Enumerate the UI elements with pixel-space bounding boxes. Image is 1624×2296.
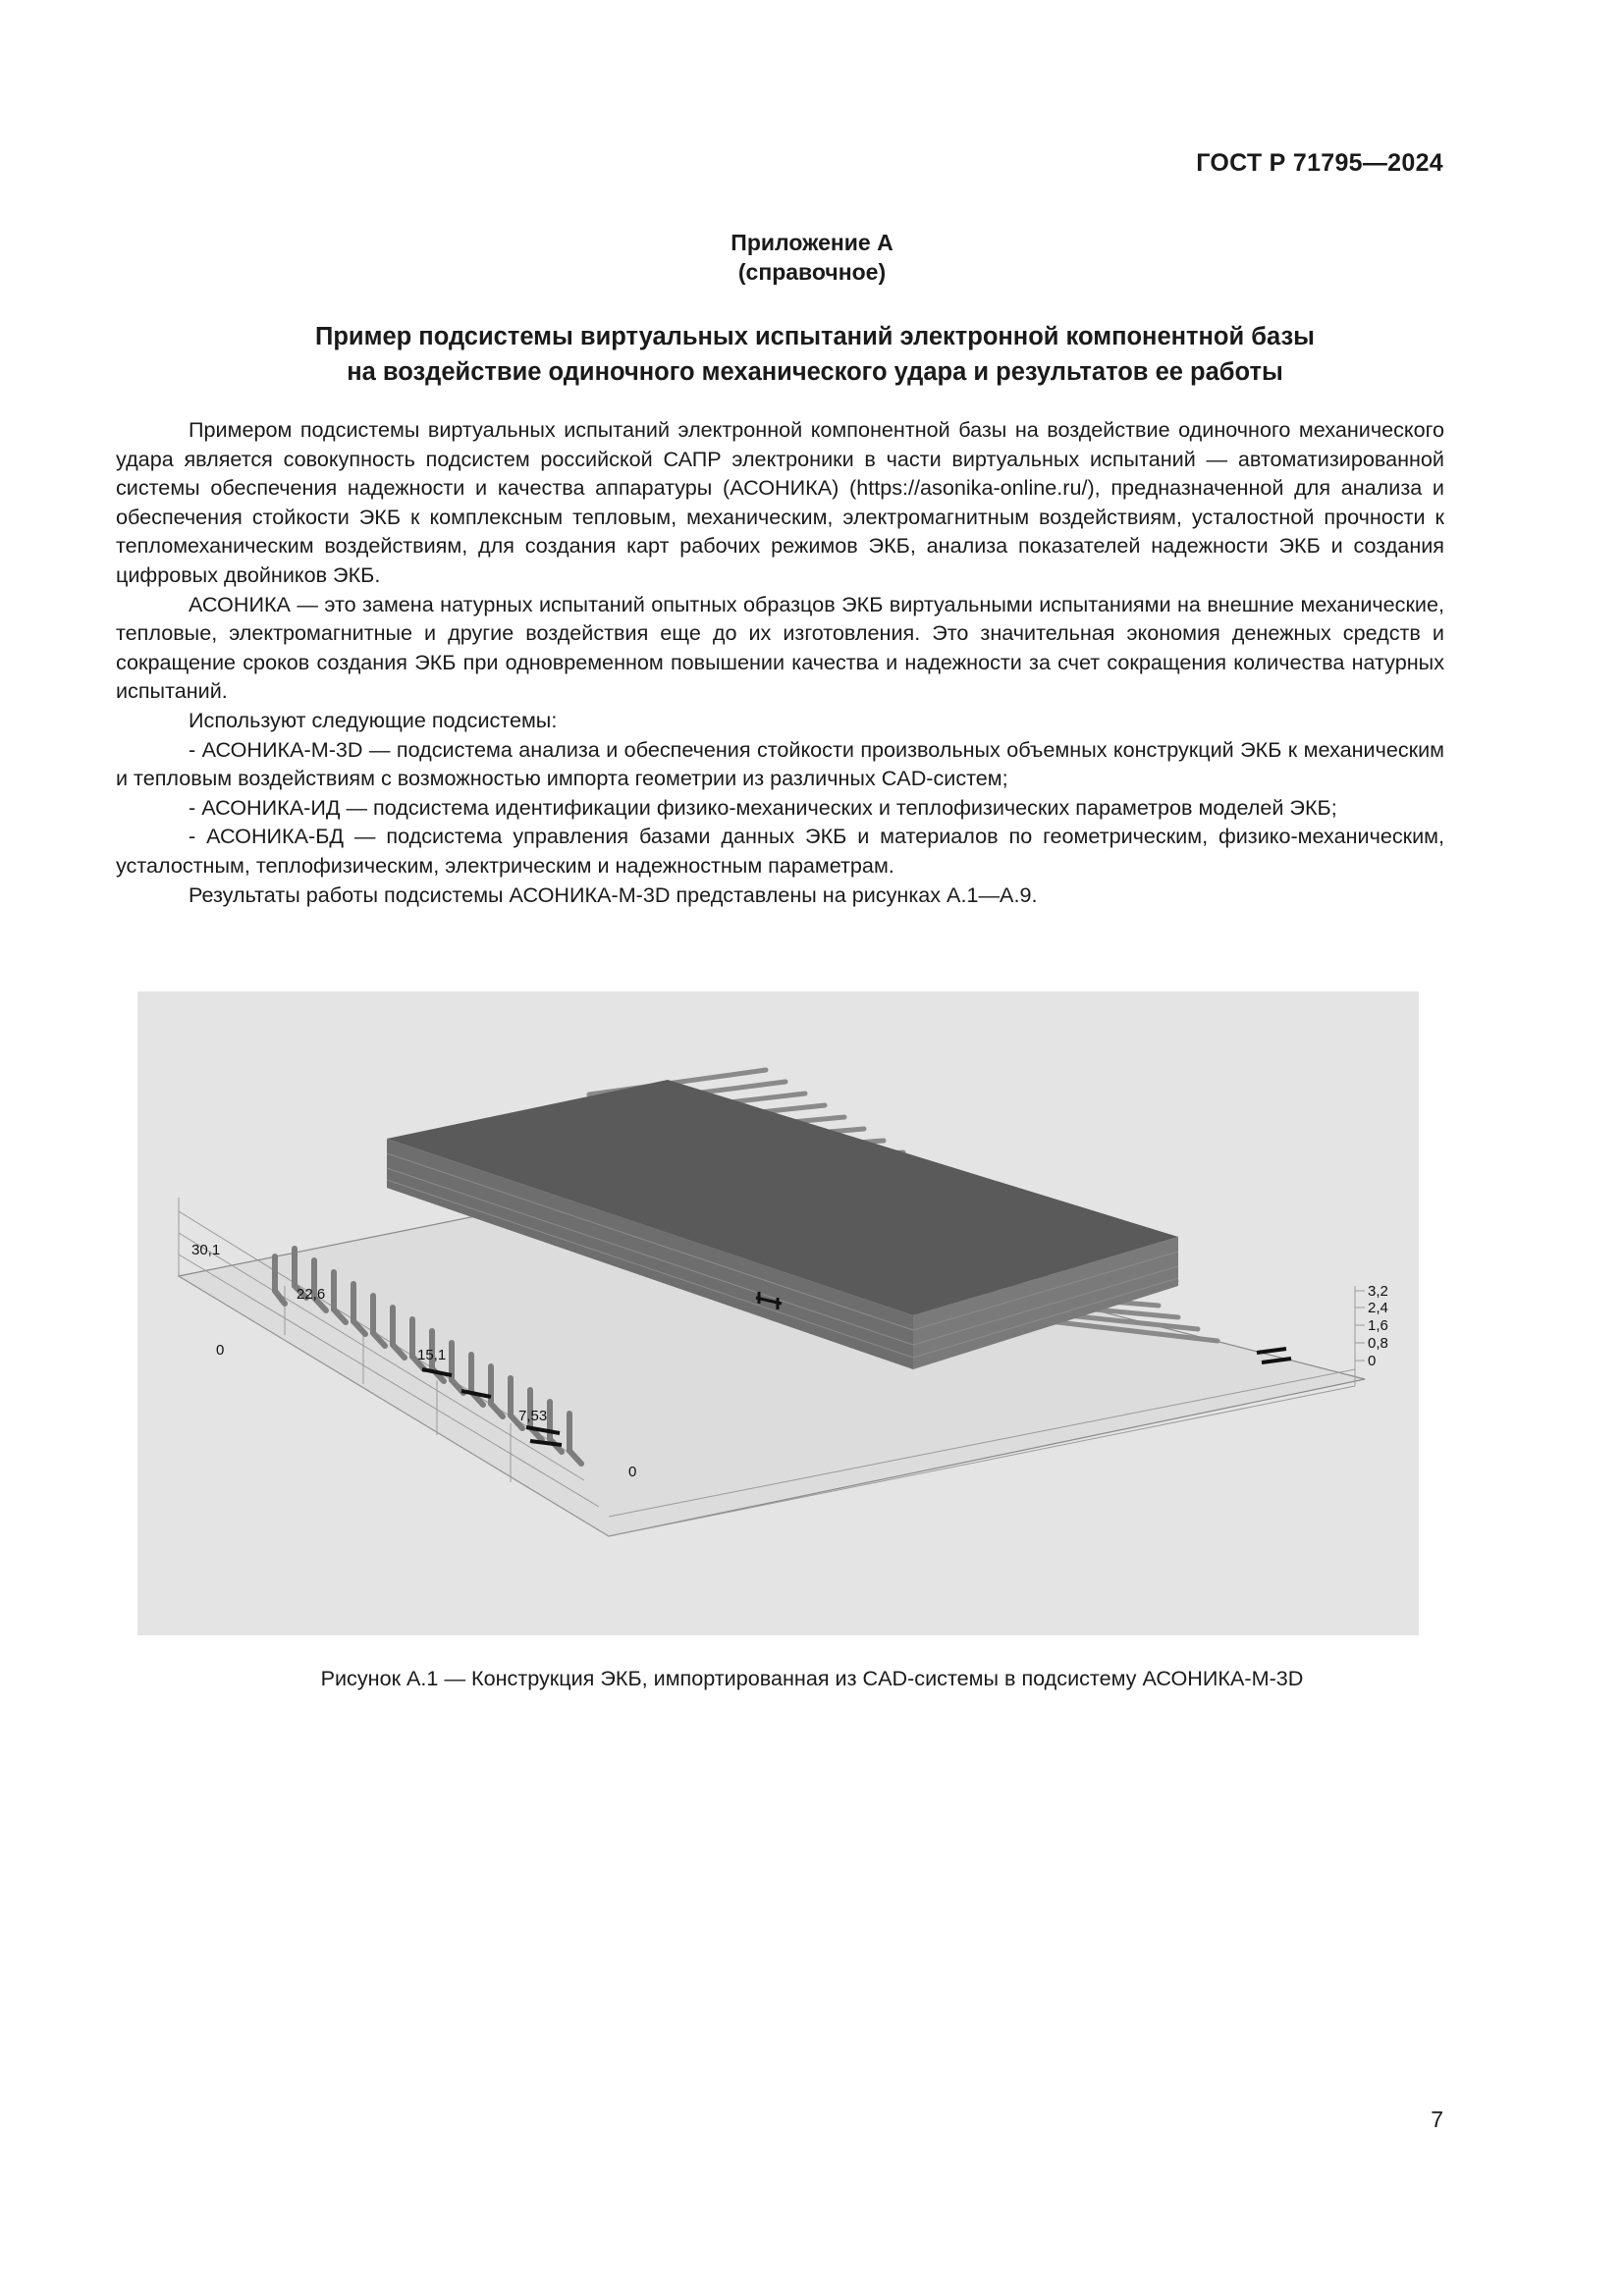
axis-label-right: 3,2 — [1368, 1283, 1388, 1300]
axis-label-left: 0 — [628, 1464, 637, 1480]
paragraph: Используют следующие подсистемы: — [189, 707, 558, 732]
axis-label-right: 0 — [1368, 1353, 1377, 1369]
ekb-3d-model-image — [137, 991, 1419, 1635]
axis-label-left: 7,53 — [518, 1408, 548, 1424]
axis-label-left: 22,6 — [297, 1286, 326, 1303]
axis-label-right: 0,8 — [1368, 1335, 1388, 1352]
figure-caption: Рисунок А.1 — Конструкция ЭКБ, импортированная из CAD-системы в подсистему АСОНИКА-М-3D — [320, 1666, 1304, 1690]
annex-status: (справочное) — [737, 259, 887, 285]
axis-label-right: 1,6 — [1368, 1317, 1388, 1334]
axis-label-left: 15,1 — [417, 1347, 447, 1363]
annex-title-line-1: Пример подсистемы виртуальных испытаний электронной компонентной базы — [315, 323, 1315, 350]
annex-heading — [0, 228, 1624, 287]
paragraph: АСОНИКА — это замена натурных испытаний опытных образцов ЭКБ виртуальными испытаниями на внешние механические, тепловые, электромагнитные и другие воздействия еще до их изготовления. Это значительная экономия денежных средств и сокращение сроков создания ЭКБ при одновременном повышении качества и надежности за счет сокращения количества натурных испытаний. — [116, 591, 1444, 704]
list-item: - АСОНИКА-БД — подсистема управления базами данных ЭКБ и материалов по геометрическим, физико-механическим, усталостным, теплофизическим, электрическим и надежностным параметрам. — [116, 824, 1444, 878]
standard-code: ГОСТ Р 71795—2024 — [1196, 149, 1443, 177]
list-item: - АСОНИКА-ИД — подсистема идентификации физико-механических и теплофизических параметров моделей ЭКБ; — [189, 794, 1337, 820]
axis-label-right: 2,4 — [1368, 1300, 1388, 1316]
annex-label: Приложение А — [731, 230, 893, 255]
paragraph: Примером подсистемы виртуальных испытаний электронной компонентной базы на воздействие одиночного механического удара является совокупность подсистем российской САПР электроники в части виртуальных испытаний — автоматизированной системы обеспечения надежности и качества аппаратуры (АСОНИКА) (https://asonika-online.ru/), предназначенной для анализа и обеспечения стойкости ЭКБ к комплексным тепловым, механическим, электромагнитным воздействиям, усталостной прочности к тепломеханическим воздействиям, для создания карт рабочих режимов ЭКБ, анализа показателей надежности ЭКБ и создания цифровых двойников ЭКБ. — [116, 417, 1444, 587]
body-text — [116, 415, 1444, 909]
annex-title-line-2: на воздействие одиночного механического удара и результатов ее работы — [347, 358, 1283, 386]
paragraph: Результаты работы подсистемы АСОНИКА-М-3D представлены на рисунках А.1—А.9. — [189, 881, 1038, 907]
annex-title — [157, 319, 1473, 390]
axis-label-left: 0 — [216, 1342, 225, 1359]
list-item: - АСОНИКА-М-3D — подсистема анализа и обеспечения стойкости произвольных объемных конструкций ЭКБ к механическим и тепловым воздействиям с возможностью импорта геометрии из различных CAD-систем; — [116, 736, 1444, 791]
figure-a1 — [137, 991, 1419, 1635]
page-number: 7 — [1431, 2107, 1443, 2132]
axis-label-left: 30,1 — [191, 1242, 221, 1258]
